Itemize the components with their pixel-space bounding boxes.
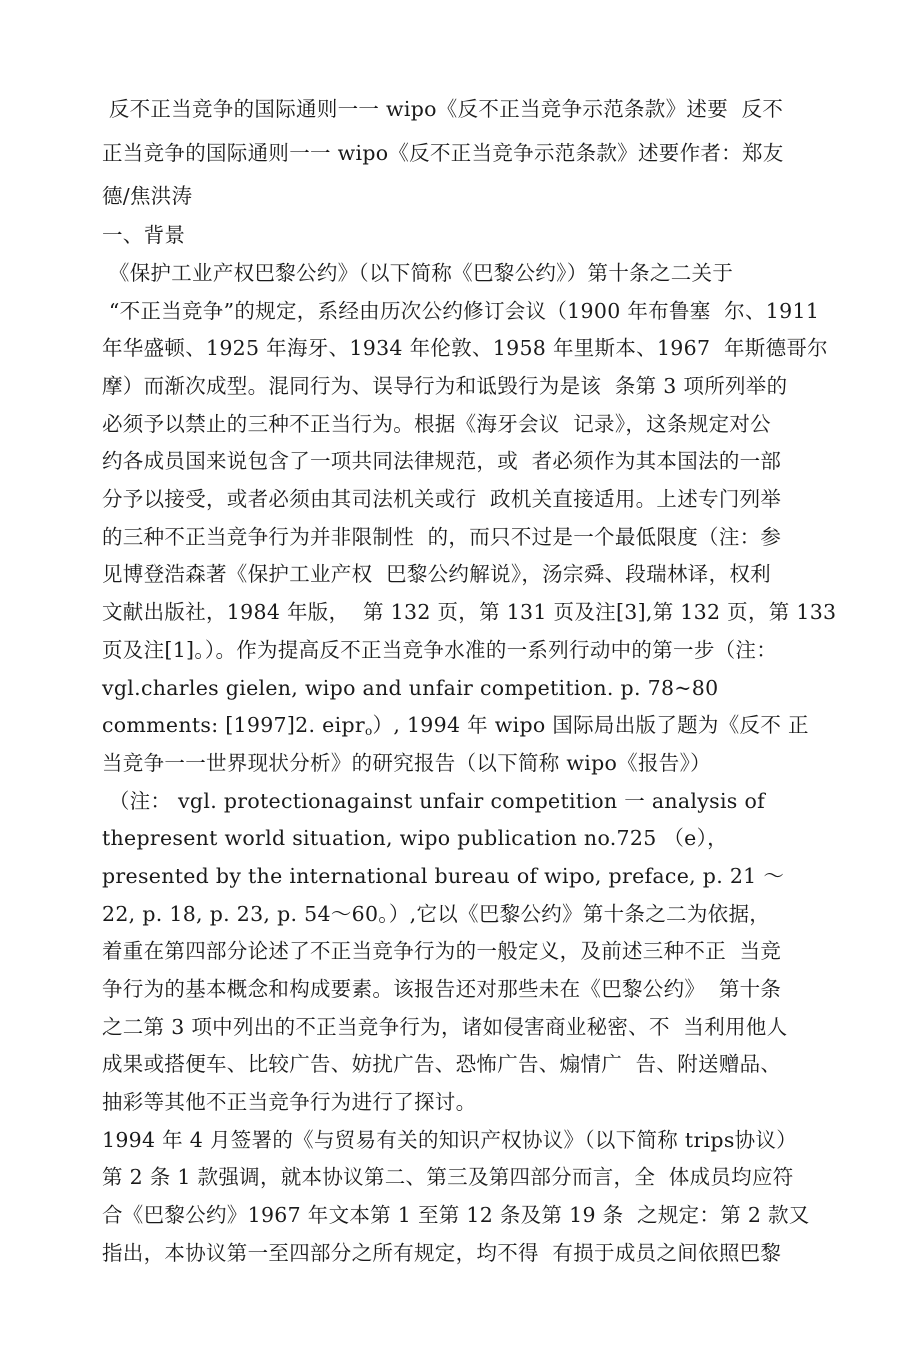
title-line-1: 反不正当竞争的国际通则一一 wipo《反不正当竞争示范条款》述要 反不 (102, 97, 784, 121)
body-line: 《保护工业产权巴黎公约》（以下简称《巴黎公约》）第十条之二关于 (102, 261, 734, 285)
body-line: 着重在第四部分论述了不正当竞争行为的一般定义，及前述三种不正 当竞 (102, 939, 782, 963)
body-line: “不正当竞争”的规定，系经由历次公约修订会议（1900 年布鲁塞 尔、1911 (102, 299, 820, 323)
author-line: 德/焦洪涛 (102, 184, 193, 208)
body-line: 摩）而渐次成型。混同行为、误导行为和诋毁行为是该 条第 3 项所列举的 (102, 374, 788, 398)
comments-subscript: o (364, 724, 373, 738)
body-line: 见博登浩森著《保护工业产权 巴黎公约解说》，汤宗舜、段瑞林译，权利 (102, 562, 771, 586)
body-line: 页及注[1]。）。作为提高反不正当竞争水准的一系列行动中的第一步（注： (102, 638, 778, 662)
body-line: 抽彩等其他不正当竞争行为进行了探讨。 (102, 1090, 477, 1114)
body-line: （注： vgl. protectionagainst unfair competition 一 analysis of (102, 789, 765, 813)
body-line: 年华盛顿、1925 年海牙、1934 年伦敦、1958 年里斯本、1967 年斯德哥尔 (102, 336, 828, 360)
section-heading-background: 一、背景 (102, 223, 186, 247)
body-line: 的三种不正当竞争行为并非限制性 的，而只不过是一个最低限度（注：参 (102, 525, 782, 549)
body-line: presented by the international bureau of wipo, preface, p. 21 ～ (102, 864, 785, 888)
body-line: 当竞争一一世界现状分析》的研究报告（以下简称 wipo《报告》） (102, 751, 711, 775)
body-line: thepresent world situation, wipo publication no.725 （e）， (102, 826, 728, 850)
body-line: vgl.charles gielen, wipo and unfair competition. p. 78~80 (102, 676, 719, 700)
body-line: 分予以接受，或者必须由其司法机关或行 政机关直接适用。上述专门列举 (102, 487, 782, 511)
body-line: 合《巴黎公约》1967 年文本第 1 至第 12 条及第 19 条 之规定：第 2 款又 (102, 1203, 810, 1227)
body-line: 必须予以禁止的三种不正当行为。根据《海牙会议 记录》，这条规定对公 (102, 412, 771, 436)
body-line: 1994 年 4 月签署的《与贸易有关的知识产权协议》（以下简称 trips协议） (102, 1128, 798, 1152)
comments-line (102, 710, 809, 746)
body-line: 争行为的基本概念和构成要素。该报告还对那些未在《巴黎公约》 第十条 (102, 977, 782, 1001)
body-line: 指出，本协议第一至四部分之所有规定，均不得 有损于成员之间依照巴黎 (102, 1241, 782, 1265)
body-line: 第 2 条 1 款强调，就本协议第二、第三及第四部分而言，全 体成员均应符 (102, 1165, 794, 1189)
body-line: 约各成员国来说包含了一项共同法律规范，或 者必须作为其本国法的一部 (102, 449, 782, 473)
body-line: 文献出版社，1984 年版， 第 132 页，第 131 页及注[3],第 132 页，第 133 (102, 600, 837, 624)
title-line-2: 正当竞争的国际通则一一 wipo《反不正当竞争示范条款》述要作者：郑友 (102, 141, 784, 165)
comments-text: comments: [1997]2. eipr (102, 713, 365, 737)
comments-tail: ）, 1994 年 wipo 国际局出版了题为《反不 正 (372, 713, 809, 737)
body-line: 成果或搭便车、比较广告、妨扰广告、恐怖广告、煽情广 告、附送赠品、 (102, 1052, 782, 1076)
body-line: 之二第 3 项中列出的不正当竞争行为，诸如侵害商业秘密、不 当利用他人 (102, 1015, 788, 1039)
body-line: 22, p. 18, p. 23, p. 54～60。）,它以《巴黎公约》第十条之二为依据， (102, 902, 771, 926)
